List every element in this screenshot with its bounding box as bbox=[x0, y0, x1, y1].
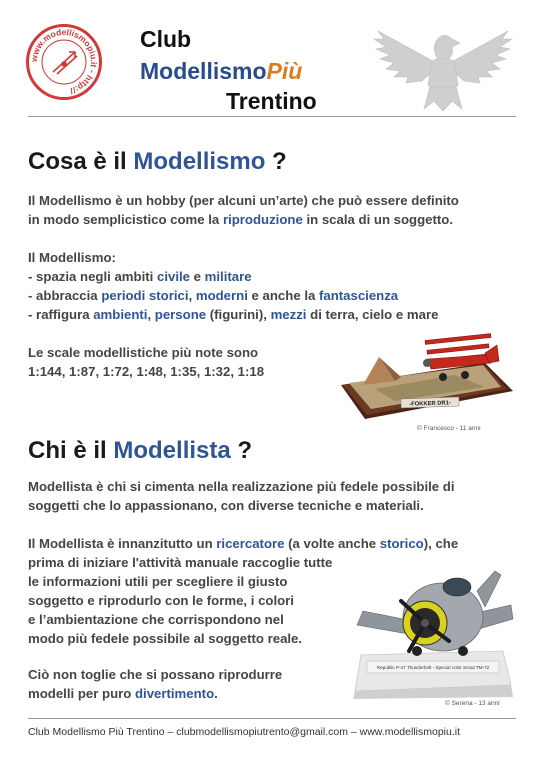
header-divider bbox=[28, 116, 516, 117]
photo-credit-serena: © Serena - 13 anni bbox=[445, 700, 500, 707]
p47-thunderbolt-photo bbox=[353, 567, 517, 699]
modellismo-list: Il Modellismo: - spazia negli ambiti civile e militare - abbraccia periodi storici, moderni e anche la fantascienza - raffigura ambienti, persone (figurini), mezzi di terra, cielo e mare bbox=[28, 250, 439, 322]
footer-contacts: Club Modellismo Più Trentino – clubmodellismopiutrento@gmail.com – www.modellismopiu.it bbox=[28, 726, 461, 738]
p47-plaque-text: Republic P-47 Thunderbolt - Special color Scout TM-72 bbox=[376, 665, 490, 670]
arrows-icon bbox=[53, 52, 77, 74]
modellista-definition: Modellista è chi si cimenta nella realizzazione più fedele possibile di soggetti che lo appassionano, con diverse tecniche e materiali. bbox=[28, 479, 455, 513]
divertimento-paragraph: Ciò non toglie che si possano riprodurre modelli per puro divertimento. bbox=[28, 667, 283, 701]
stamp-text: www.modellismopiu.it - http:// bbox=[28, 26, 100, 97]
heading-cosa-modellismo: Cosa è il Modellismo ? bbox=[28, 148, 287, 175]
fokker-diorama-photo bbox=[335, 329, 515, 421]
scales-paragraph: Le scale modellistiche più note sono 1:144, 1:87, 1:72, 1:48, 1:35, 1:32, 1:18 bbox=[28, 345, 265, 379]
heading-chi-modellista: Chi è il Modellista ? bbox=[28, 437, 253, 464]
modellismo-definition: Il Modellismo è un hobby (per alcuni un’arte) che può essere definito in modo semplicistico come la riproduzione in scala di un soggetto. bbox=[28, 193, 459, 227]
footer-divider bbox=[28, 718, 516, 719]
modellista-researcher-paragraph: Il Modellista è innanzitutto un ricercatore (a volte anche storico), che prima di iniziare l'attività manuale raccoglie tutte le informazioni utili per scegliere il giusto soggetto e riprodurlo con le forme, i colori e l’ambientazione che corrispondono nel modo più fedele possibile al soggetto reale. bbox=[28, 536, 459, 646]
club-logo-stamp bbox=[26, 24, 102, 100]
photo-credit-francesco: © Francesco - 11 anni bbox=[417, 425, 481, 432]
header-modellismo: ModellismoPiù bbox=[140, 58, 303, 84]
header-trentino: Trentino bbox=[226, 88, 317, 114]
fokker-plaque-text: -FOKKER DR1- bbox=[409, 400, 451, 408]
header-club: Club bbox=[140, 26, 192, 52]
eagle-emblem-icon bbox=[368, 25, 518, 118]
